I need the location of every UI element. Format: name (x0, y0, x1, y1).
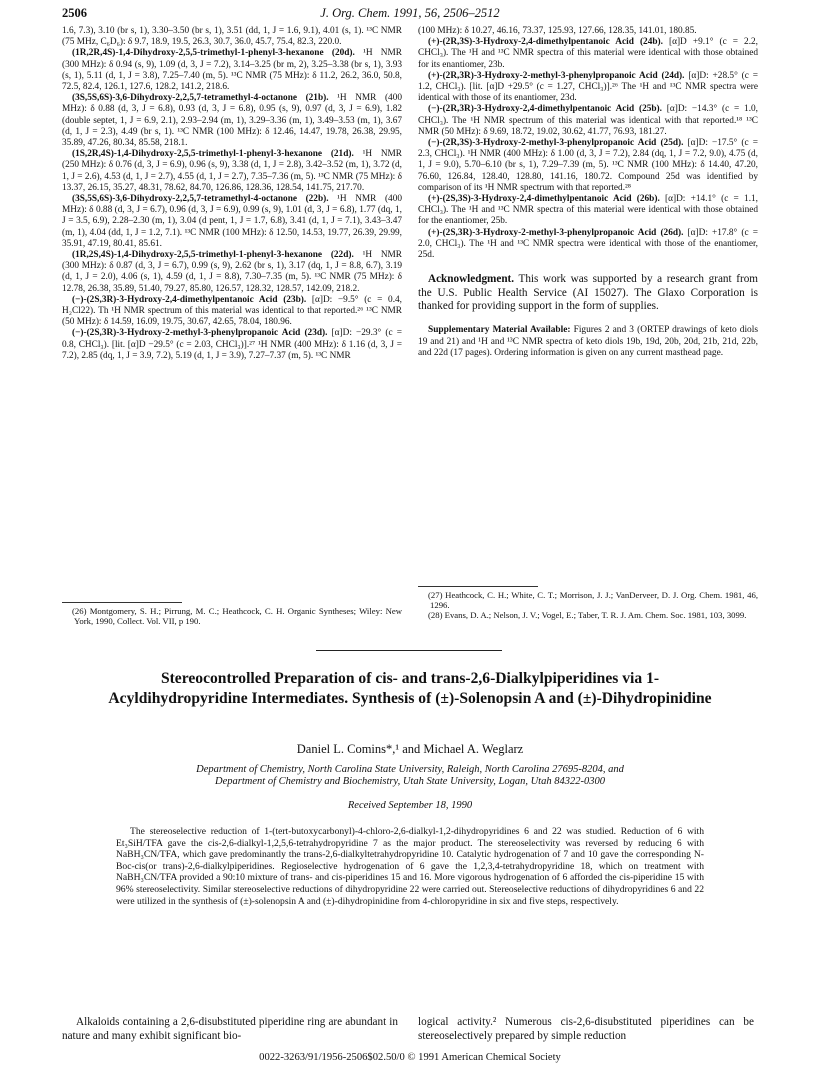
compound-entry: (1R,2R,4S)-1,4-Dihydroxy-2,5,5-trimethyl-1-phenyl-3-hexanone (20d). ¹H NMR (300 MHz): δ 0.94 (s, 9), 1.09 (d, 3, J = 7.2), 3.14–3.25 (br m, 2), 3.25–3.38 (br s, 1), 3.93 (s, 1), 5.11 (d, 1, J = 3.8), 7.25–7.40 (m, 5). ¹³C NMR (75 MHz): δ 11.2, 26.2, 36.0, 50.8, 72.5, 82.4, 126.1, 127.6, 128.2, 141.2, 218.6. (62, 48, 402, 93)
compound-name: (−)-(2R,3S)-3-Hydroxy-2-methyl-3-phenylpropanoic Acid (25d). (428, 138, 684, 149)
compound-name: (3S,5S,6S)-3,6-Dihydroxy-2,2,5,7-tetramethyl-4-octanone (22b). (72, 194, 329, 205)
intro-right (418, 1016, 754, 1043)
left-column (62, 26, 402, 362)
affiliations (100, 764, 720, 789)
compound-entry: (+)-(2R,3S)-3-Hydroxy-2,4-dimethylpentanoic Acid (24b). [α]D +9.1° (c = 2.2, CHCl₃). The ¹H and ¹³C NMR spectra of this material were identical with those obtained for its enantiomer, 23b. (418, 37, 758, 70)
received-date: Received September 18, 1990 (347, 800, 473, 811)
compound-name: (+)-(2S,3S)-3-Hydroxy-2,4-dimethylpentanoic Acid (26b). (428, 194, 660, 205)
supplementary-material: Supplementary Material Available: Figures 2 and 3 (ORTEP drawings of keto diols 19 and 21) and ¹H and ¹³C NMR spectra of keto diols 19b, 19d, 20b, 20d, 21b, 21d, 22b, and 22d (17 pages). Ordering information is given on any current masthead page. (418, 325, 758, 358)
compound-name: (+)-(2R,3R)-3-Hydroxy-2-methyl-3-phenylpropanoic Acid (24d). (428, 70, 685, 81)
abstract-text: The stereoselective reduction of 1-(tert-butoxycarbonyl)-4-chloro-2,6-dialkyl-1,2-dihydropyridines 6 and 22 was studied. Reduction of 6 with Et₃SiH/TFA gave the cis-2,6-dialkyl-1,2,5,6-tetrahydropyridine 7 as the major product. The stereoselectivity was reversed by reducing 6 with NaBH₃CN/TFA, which gave predominantly the trans-2,6-dialkyltetrahydropyridine 10. Catalytic hydrogenation of 7 and 10 gave the corresponding N-Boc-cis(or trans)-2,6-dialkylpiperidines. Regioselective hydrogenation of 6 gave the 1,2,3,4-tetrahydropyridine 18, which on treatment with NaBH₃CN/TFA provided a 90:10 mixture of trans- and cis-piperidines 15 and 16. More vigorous hydrogenation of 6 afforded the cis-piperidine 15 with 96% stereoselectivity. Similar stereoselective reductions of dihydropyridine 22 were carried out. Stereoselective reductions of dihydropyridines 6 and 22 were utilized in the synthesis of (±)-solenopsin A and (±)-dihydropinidine from 4-chloropyridine in six and five steps, respectively. (116, 826, 704, 907)
acknowledgment: Acknowledgment. This work was supported by a research grant from the U.S. Public Health Service (AI 15027). The Glaxo Corporation is thanked for providing support in the form of supplies. (418, 273, 758, 313)
intro-text: Alkaloids containing a 2,6-disubstituted piperidine ring are abundant in nature and many exhibit significant bio- (62, 1016, 398, 1042)
page-number: 2506 (62, 6, 87, 20)
compound-entry: (+)-(2R,3R)-3-Hydroxy-2-methyl-3-phenylpropanoic Acid (24d). [α]D: +28.5° (c = 1.2, CHCl₃). [lit. [α]D +29.5° (c = 1.27, CHCl₃)].²⁶ The ¹H and ¹³C NMR spectra were identical with those of its enantiomer, 23d. (418, 70, 758, 104)
compound-entry: (+)-(2S,3S)-3-Hydroxy-2,4-dimethylpentanoic Acid (26b). [α]D: +14.1° (c = 1.1, CHCl₃). The ¹H and ¹³C NMR spectra of this material were identical with those obtained for the enantiomer, 25b. (418, 194, 758, 227)
compound-name: (3S,5S,6S)-3,6-Dihydroxy-2,2,5,7-tetramethyl-4-octanone (21b). (72, 93, 329, 104)
footnote: (27) Heathcock, C. H.; White, C. T.; Morrison, J. J.; VanDerveer, D. J. Org. Chem. 1981, 46, 1296. (428, 590, 758, 611)
compound-entry: (3S,5S,6S)-3,6-Dihydroxy-2,2,5,7-tetramethyl-4-octanone (21b). ¹H NMR (400 MHz): δ 0.88 (d, 3, J = 6.8), 0.93 (d, 3, J = 6.8), 0.95 (s, 9), 0.97 (d, 3, J = 6.9), 1.82 (double septet, 1, J = 6.9, 2.1), 2.93–2.94 (m, 1), 3.29–3.36 (m, 1), 3.49–3.53 (m, 1), 3.67 (d, 1, J = 2.3), 4.49 (br s, 1). ¹³C NMR (100 MHz): δ 12.46, 14.47, 19.78, 26.38, 29.95, 35.89, 47.26, 80.34, 85.58, 218.1. (62, 93, 402, 149)
compound-name: (−)-(2R,3R)-3-Hydroxy-2,4-dimethylpentanoic Acid (25b). (428, 104, 662, 115)
running-header (62, 6, 758, 22)
affiliation: Department of Chemistry and Biochemistry, Utah State University, Logan, Utah 84322-0300 (215, 776, 605, 788)
compound-entry: (+)-(2S,3R)-3-Hydroxy-2-methyl-3-phenylpropanoic Acid (26d). [α]D: +17.8° (c = 2.0, CHCl₃). The ¹H and ¹³C NMR spectra were identical with those of the enantiomer, 25d. (418, 227, 758, 261)
footnote-rule (62, 602, 182, 603)
abstract (116, 826, 704, 907)
compound-entry: (−)-(2S,3R)-3-Hydroxy-2-methyl-3-phenylpropanoic Acid (23d). [α]D: −29.3° (c = 0.8, CHCl₃). [lit. [α]D −29.5° (c = 2.03, CHCl₃)].²⁷ ¹H NMR (400 MHz): δ 1.16 (d, 3, J = 7.2), 2.85 (dq, 1, J = 3.9, 7.2), 5.19 (d, 1, J = 3.9), 7.27–7.37 (m, 5). ¹³C NMR (62, 328, 402, 361)
right-footnotes (418, 590, 758, 621)
compound-entry: (1S,2R,4S)-1,4-Dihydroxy-2,5,5-trimethyl-1-phenyl-3-hexanone (21d). ¹H NMR (250 MHz): δ 0.76 (d, 3, J = 6.9), 0.96 (s, 9), 3.38 (d, 1, J = 2.8), 3.42–3.52 (m, 1), 3.72 (d, 1, J = 2.6), 4.53 (d, 1, J = 2.7), 4.55 (d, 1, J = 2.7), 7.35–7.36 (m, 5). ¹³C NMR (75 MHz): δ 13.37, 26.15, 35.27, 48.31, 78.62, 84.70, 126.86, 128.36, 128.54, 141.75, 217.70. (62, 149, 402, 193)
compound-name: (1R,2R,4S)-1,4-Dihydroxy-2,5,5-trimethyl-1-phenyl-3-hexanone (20d). (72, 48, 355, 59)
compound-name: (−)-(2S,3R)-3-Hydroxy-2,4-dimethylpentanoic Acid (23b). (72, 294, 307, 305)
compound-entry: (1R,2S,4S)-1,4-Dihydroxy-2,5,5-trimethyl-1-phenyl-3-hexanone (22d). ¹H NMR (300 MHz): δ 0.87 (d, 3, J = 6.7), 0.99 (s, 9), 2.62 (br s, 1), 3.17 (dq, 1, J = 8.8, 6.7), 3.19 (d, 1, J = 2.0), 4.06 (s, 1), 4.59 (d, 1, J = 8.8), 7.30–7.35 (m, 5). ¹³C NMR (75 MHz): δ 12.78, 26.38, 35.89, 51.40, 79.27, 85.80, 126.57, 128.32, 128.57, 142.09, 218.2. (62, 250, 402, 294)
footnote: (28) Evans, D. A.; Nelson, J. V.; Vogel, E.; Taber, T. R. J. Am. Chem. Soc. 1981, 103, 3099. (428, 610, 747, 621)
page-footer: 0022-3263/91/1956-2506$02.50/0 © 1991 American Chemical Society (259, 1052, 561, 1063)
journal-citation: J. Org. Chem. 1991, 56, 2506–2512 (320, 6, 500, 20)
article-title: Stereocontrolled Preparation of cis- and trans-2,6-Dialkylpiperidines via 1-Acyldihydropyridine Intermediates. Synthesis of (±)-Solenopsin A and (±)-Dihydropinidine (108, 670, 712, 707)
compound-entry: (−)-(2S,3R)-3-Hydroxy-2,4-dimethylpentanoic Acid (23b). [α]D: −9.5° (c = 0.4, H₂Cl22). Th ¹H NMR spectrum of this material was identical to that reported.²⁶ ¹³C NMR (50 MHz): δ 14.59, 16.09, 19.75, 30.67, 42.65, 78.04, 180.96. (62, 294, 402, 328)
left-footnotes (62, 606, 402, 626)
paragraph: 1.6, 7.3), 3.10 (br s, 1), 3.30–3.50 (br s, 1), 3.51 (dd, 1, J = 1.6, 9.1), 4.01 (s, 1). ¹³C NMR (75 MHz, C₆D₆): δ 9.7, 18.9, 19.5, 26.3, 30.7, 36.0, 45.7, 75.4, 82.3, 220.0. (62, 26, 402, 48)
article-separator (316, 650, 502, 651)
compound-entry: (3S,5S,6S)-3,6-Dihydroxy-2,2,5,7-tetramethyl-4-octanone (22b). ¹H NMR (400 MHz): δ 0.88 (d, 3, J = 6.7), 0.96 (d, 3, J = 6.9), 0.99 (s, 9), 1.01 (d, 3, J = 6.8), 1.77 (dq, 1, J = 3.5, 6.9), 2.28–2.30 (m, 1), 3.04 (d pent, 1, J = 1.7, 6.8), 3.41 (d, 1, J = 7.1), 3.43–3.47 (m, 1), 4.04 (dd, 1, J = 1.2, 7.1). ¹³C NMR (100 MHz): δ 12.50, 14.53, 19.77, 26.39, 29.99, 35.91, 47.19, 80.41, 85.61. (62, 194, 402, 249)
compound-name: (+)-(2R,3S)-3-Hydroxy-2,4-dimethylpentanoic Acid (24b). (428, 37, 663, 48)
compound-name: (1S,2R,4S)-1,4-Dihydroxy-2,5,5-trimethyl-1-phenyl-3-hexanone (21d). (72, 149, 354, 160)
compound-entry: (−)-(2R,3S)-3-Hydroxy-2-methyl-3-phenylpropanoic Acid (25d). [α]D: −17.5° (c = 2.3, CHCl₃). ¹H NMR (400 MHz): δ 1.00 (d, 3, J = 7.2), 2.84 (dq, 1, J = 7.2, 9.0), 4.75 (d, 1, J = 9.0), 5.70–6.10 (br s, 1), 7.29–7.39 (m, 5). ¹³C NMR (100 MHz): δ 14.40, 47.20, 76.60, 126.84, 128.40, 128.80, 141.16, 180.72. Compound 25d was identified by comparison of its ¹H NMR spectrum with that reported.²⁸ (418, 138, 758, 193)
footnote: (26) Montgomery, S. H.; Pirrung, M. C.; Heathcock, C. H. Organic Syntheses; Wiley: New York, 1990, Collect. Vol. VII, p 190. (72, 606, 402, 627)
intro-left (62, 1016, 398, 1043)
compound-name: (1R,2S,4S)-1,4-Dihydroxy-2,5,5-trimethyl-1-phenyl-3-hexanone (22d). (72, 250, 354, 261)
supplementary-label: Supplementary Material Available: (428, 325, 571, 336)
compound-name: (−)-(2S,3R)-3-Hydroxy-2-methyl-3-phenylpropanoic Acid (23d). (72, 328, 328, 339)
intro-text: logical activity.² Numerous cis-2,6-disubstituted piperidines can be stereoselectively prepared by simple reduction (418, 1016, 754, 1042)
acknowledgment-label: Acknowledgment. (428, 273, 515, 286)
article-authors: Daniel L. Comins*,¹ and Michael A. Weglarz (296, 742, 524, 756)
compound-name: (+)-(2S,3R)-3-Hydroxy-2-methyl-3-phenylpropanoic Acid (26d). (428, 227, 684, 238)
right-column (418, 26, 758, 359)
paragraph: (100 MHz): δ 10.27, 46.16, 73.37, 125.93, 127.66, 128.35, 141.01, 180.85. (418, 26, 697, 36)
footnote-rule (418, 586, 538, 587)
compound-entry: (−)-(2R,3R)-3-Hydroxy-2,4-dimethylpentanoic Acid (25b). [α]D: −14.3° (c = 1.0, CHCl₃). The ¹H NMR spectrum of this material was identical with that reported.¹⁸ ¹³C NMR (50 MHz): δ 9.69, 18.72, 19.02, 30.62, 41.77, 76.93, 181.27. (418, 104, 758, 137)
affiliation: Department of Chemistry, North Carolina State University, Raleigh, North Carolina 27695-8204, and (196, 764, 624, 775)
